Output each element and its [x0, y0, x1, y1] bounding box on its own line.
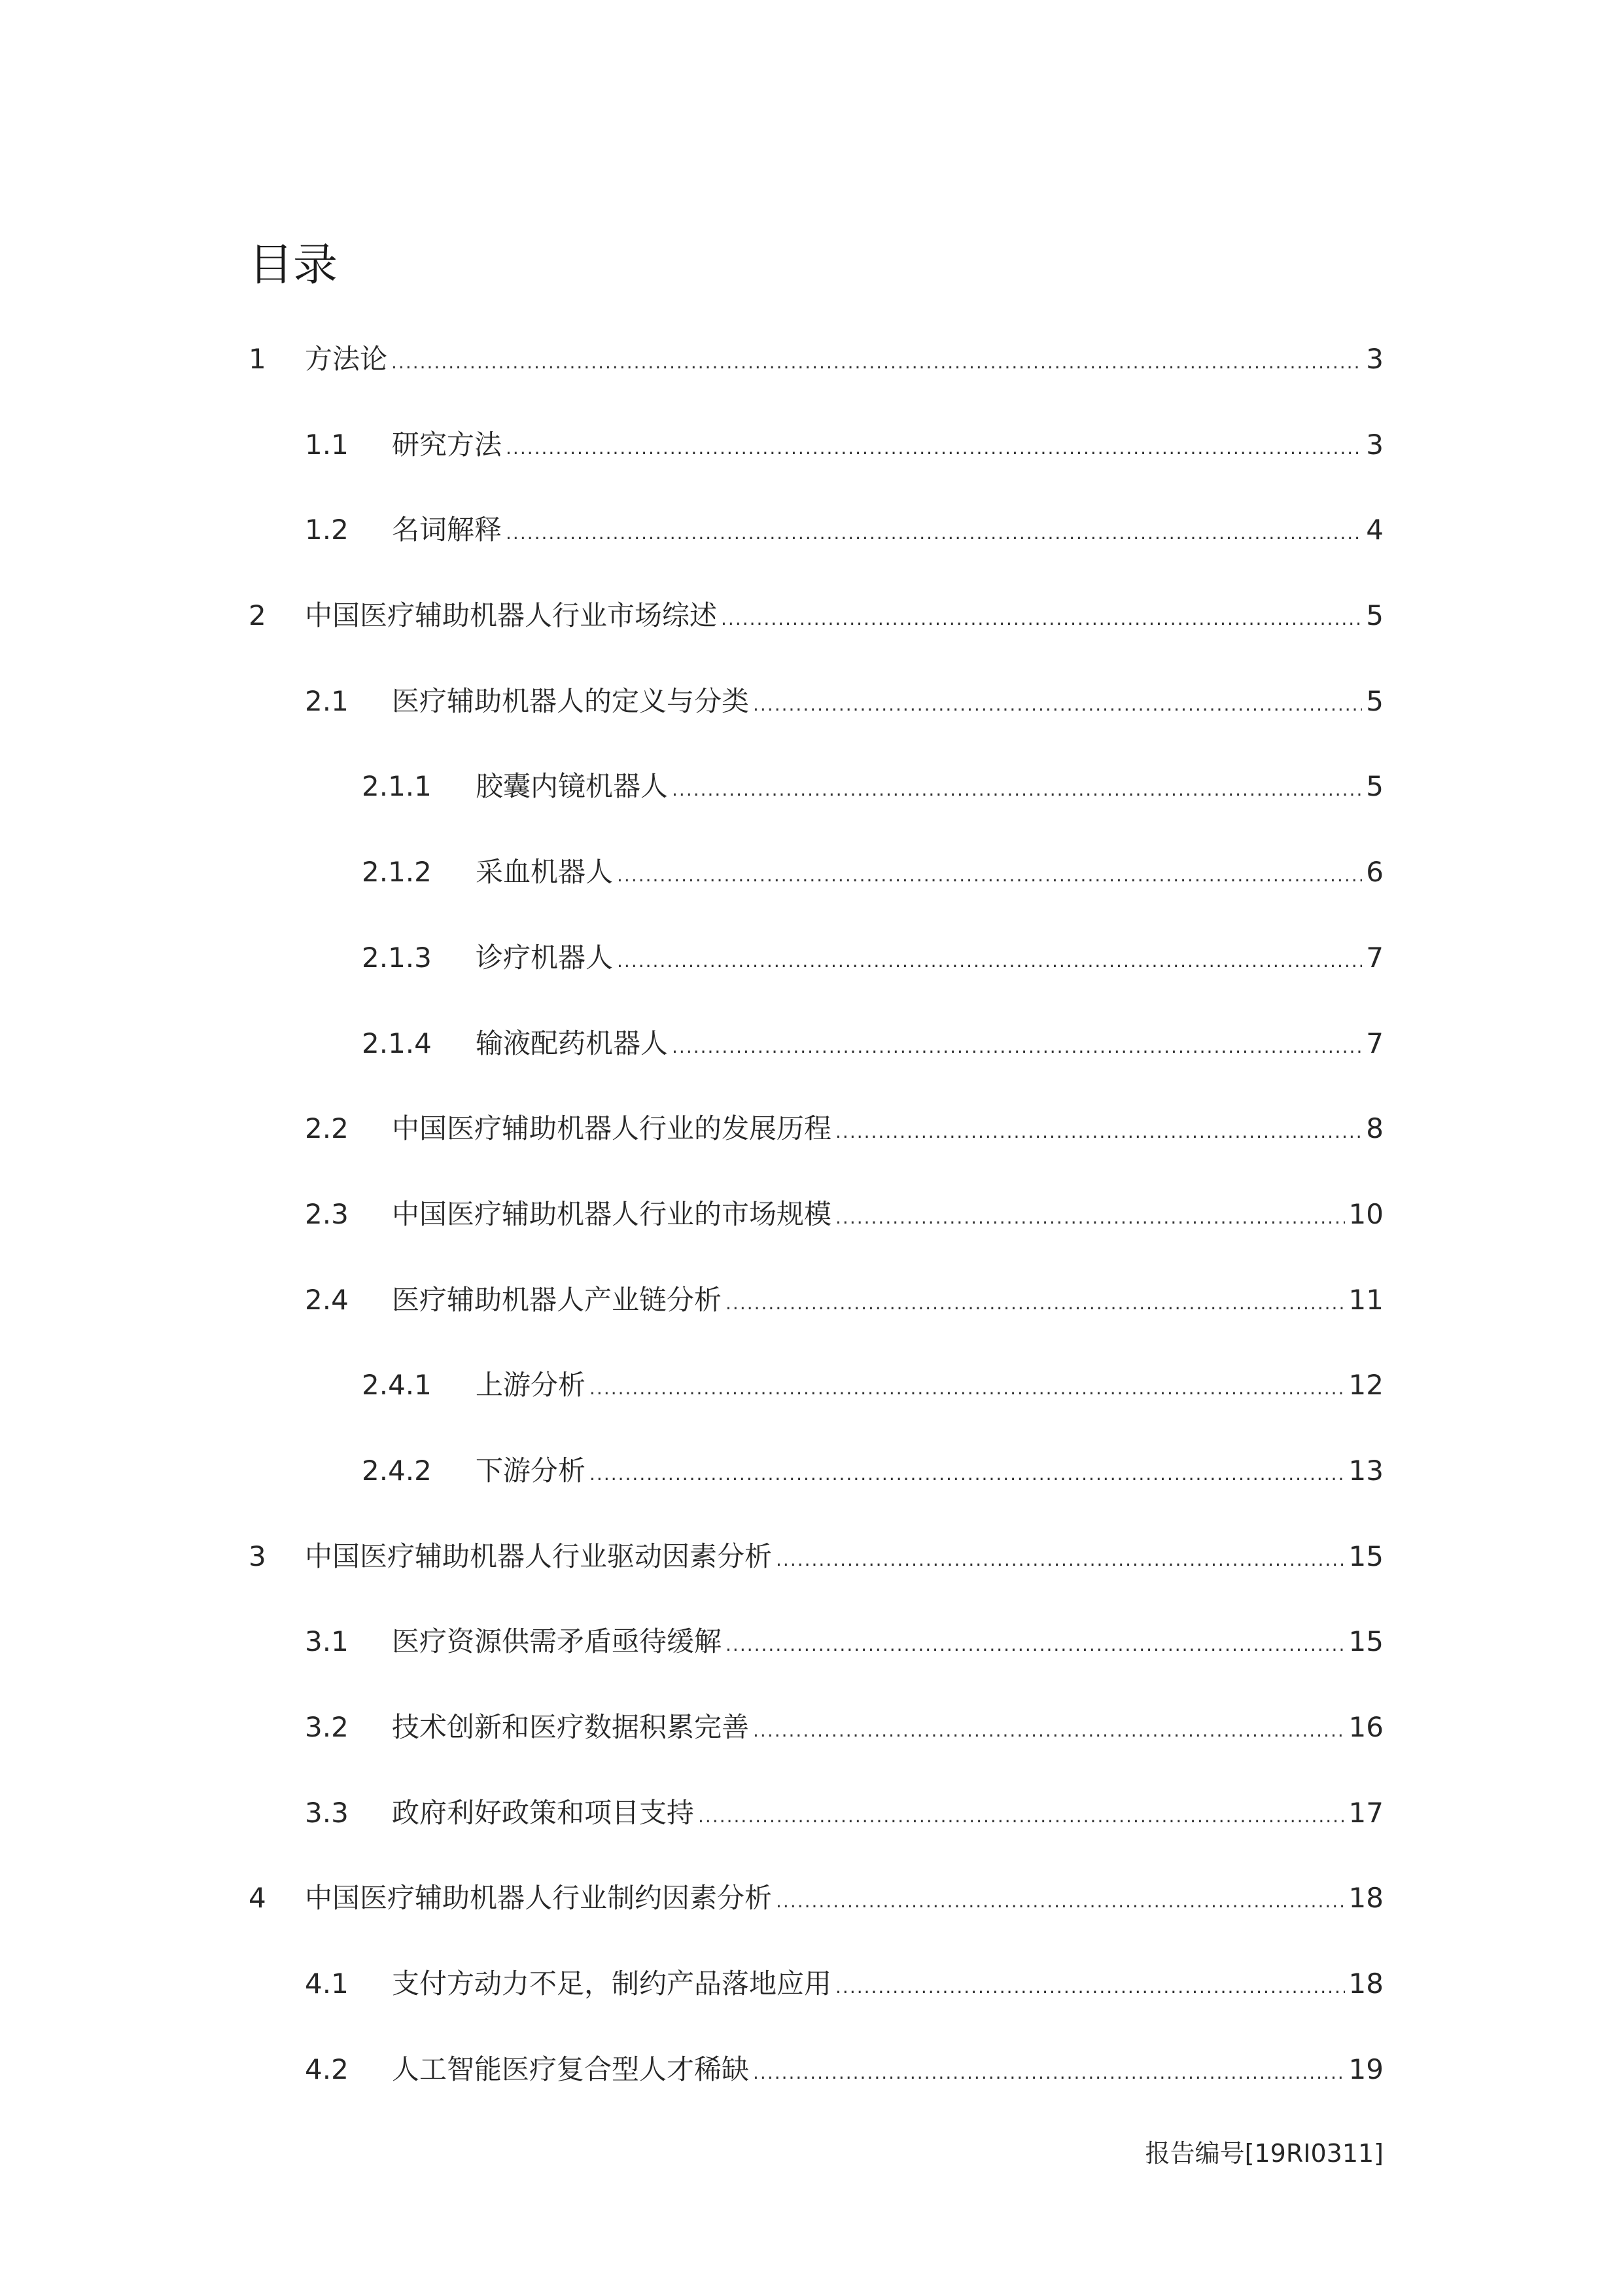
toc-entry-number: 2.1.2: [362, 856, 432, 889]
toc-entry[interactable]: [249, 1364, 1384, 1449]
toc-entry-page: 12: [1348, 1369, 1384, 1402]
toc-entry[interactable]: [249, 508, 1384, 594]
toc-entry-number: 2.4: [305, 1283, 349, 1316]
dot-leader: [589, 1463, 1345, 1485]
toc-entry-title: 研究方法: [392, 428, 502, 461]
toc-entry[interactable]: [249, 2048, 1384, 2134]
toc-entry[interactable]: [249, 1107, 1384, 1193]
dot-leader: [617, 950, 1362, 972]
toc-entry[interactable]: [249, 423, 1384, 509]
toc-entry[interactable]: [249, 1706, 1384, 1792]
toc-entry-title: 名词解释: [392, 514, 502, 546]
toc-entry-number: 3.3: [305, 1796, 349, 1829]
dot-leader: [835, 1976, 1345, 1998]
page-title: 目录: [249, 239, 338, 291]
dot-leader: [835, 1121, 1362, 1142]
toc-entry[interactable]: [249, 1449, 1384, 1535]
toc-entry-title: 中国医疗辅助机器人行业市场综述: [305, 599, 718, 632]
toc-entry-number: 3: [249, 1540, 266, 1572]
toc-entry-number: 2.1.4: [362, 1027, 432, 1059]
toc-entry-page: 15: [1348, 1540, 1384, 1572]
toc-entry[interactable]: [249, 680, 1384, 766]
toc-entry-number: 4.2: [305, 2053, 349, 2085]
toc-entry-number: 2.4.2: [362, 1454, 432, 1487]
dot-leader: [506, 437, 1362, 459]
dot-leader: [698, 1805, 1345, 1827]
dot-leader: [391, 351, 1362, 373]
toc-entry-number: 1: [249, 343, 266, 375]
toc-entry-page: 10: [1348, 1197, 1384, 1230]
toc-entry-title: 中国医疗辅助机器人行业制约因素分析: [305, 1882, 773, 1915]
toc-entry-number: 3.1: [305, 1625, 349, 1658]
toc-entry-title: 技术创新和医疗数据积累完善: [392, 1711, 750, 1743]
dot-leader: [753, 1720, 1345, 1741]
toc-entry[interactable]: [249, 1535, 1384, 1621]
toc-entry-number: 3.2: [305, 1711, 349, 1743]
dot-leader: [835, 1207, 1345, 1228]
report-number: 报告编号[19RI0311]: [1145, 2139, 1384, 2168]
toc-entry[interactable]: [249, 594, 1384, 680]
toc-entry-page: 5: [1366, 684, 1384, 717]
toc-entry-title: 中国医疗辅助机器人行业驱动因素分析: [305, 1540, 773, 1572]
toc-entry[interactable]: [249, 1193, 1384, 1279]
toc-entry-page: 13: [1348, 1454, 1384, 1487]
toc-entry-title: 诊疗机器人: [476, 941, 614, 974]
toc-entry-number: 4.1: [305, 1968, 349, 2000]
dot-leader: [725, 1634, 1345, 1655]
toc-entry-title: 下游分析: [476, 1454, 586, 1487]
toc-entry-title: 输液配药机器人: [476, 1027, 669, 1059]
toc-entry-number: 2.4.1: [362, 1369, 432, 1402]
toc-entry-number: 1.1: [305, 428, 349, 461]
toc-entry[interactable]: [249, 1877, 1384, 1962]
dot-leader: [776, 1890, 1345, 1912]
toc-entry-page: 19: [1348, 2053, 1384, 2085]
toc-entry[interactable]: [249, 765, 1384, 851]
toc-entry-title: 医疗资源供需矛盾亟待缓解: [392, 1625, 722, 1658]
toc-entry-page: 7: [1366, 1027, 1384, 1059]
toc-entry-page: 8: [1366, 1112, 1384, 1145]
toc-entry-page: 4: [1366, 514, 1384, 546]
toc-entry-title: 中国医疗辅助机器人行业的市场规模: [392, 1197, 832, 1230]
toc-entry-title: 方法论: [305, 343, 388, 375]
toc-entry[interactable]: [249, 1022, 1384, 1108]
toc-entry[interactable]: [249, 1792, 1384, 1877]
toc-entry-number: 2.3: [305, 1197, 349, 1230]
toc-entry-page: 3: [1366, 343, 1384, 375]
toc-entry-page: 6: [1366, 856, 1384, 889]
toc-entry-title: 上游分析: [476, 1369, 586, 1402]
toc-entry[interactable]: [249, 936, 1384, 1022]
toc-list: [249, 338, 1384, 2133]
toc-entry-title: 中国医疗辅助机器人行业的发展历程: [392, 1112, 832, 1145]
toc-entry-page: 15: [1348, 1625, 1384, 1658]
dot-leader: [776, 1549, 1345, 1570]
toc-entry-page: 11: [1348, 1283, 1384, 1316]
toc-entry-number: 1.2: [305, 514, 349, 546]
toc-entry-number: 4: [249, 1882, 266, 1915]
dot-leader: [753, 2062, 1345, 2083]
toc-entry[interactable]: [249, 338, 1384, 423]
dot-leader: [725, 1292, 1345, 1314]
toc-entry-title: 采血机器人: [476, 856, 614, 889]
toc-entry-page: 18: [1348, 1968, 1384, 2000]
toc-entry-title: 政府利好政策和项目支持: [392, 1796, 695, 1829]
toc-entry-title: 医疗辅助机器人的定义与分类: [392, 684, 750, 717]
toc-entry-title: 支付方动力不足，制约产品落地应用: [392, 1968, 832, 2000]
toc-entry-page: 5: [1366, 770, 1384, 803]
dot-leader: [617, 864, 1362, 886]
toc-entry-number: 2.1.3: [362, 941, 432, 974]
toc-entry-number: 2.1.1: [362, 770, 432, 803]
dot-leader: [721, 608, 1362, 629]
toc-entry[interactable]: [249, 851, 1384, 936]
dot-leader: [672, 779, 1362, 800]
dot-leader: [753, 694, 1362, 715]
toc-entry[interactable]: [249, 1962, 1384, 2048]
toc-entry[interactable]: [249, 1279, 1384, 1364]
toc-entry-title: 人工智能医疗复合型人才稀缺: [392, 2053, 750, 2085]
toc-entry[interactable]: [249, 1620, 1384, 1706]
toc-entry-page: 3: [1366, 428, 1384, 461]
dot-leader: [672, 1036, 1362, 1057]
toc-entry-number: 2: [249, 599, 266, 632]
toc-entry-number: 2.1: [305, 684, 349, 717]
toc-entry-page: 7: [1366, 941, 1384, 974]
dot-leader: [506, 522, 1362, 544]
dot-leader: [589, 1377, 1345, 1399]
toc-entry-page: 16: [1348, 1711, 1384, 1743]
toc-entry-number: 2.2: [305, 1112, 349, 1145]
toc-entry-title: 医疗辅助机器人产业链分析: [392, 1283, 722, 1316]
toc-entry-page: 18: [1348, 1882, 1384, 1915]
toc-entry-title: 胶囊内镜机器人: [476, 770, 669, 803]
toc-entry-page: 5: [1366, 599, 1384, 632]
toc-entry-page: 17: [1348, 1796, 1384, 1829]
